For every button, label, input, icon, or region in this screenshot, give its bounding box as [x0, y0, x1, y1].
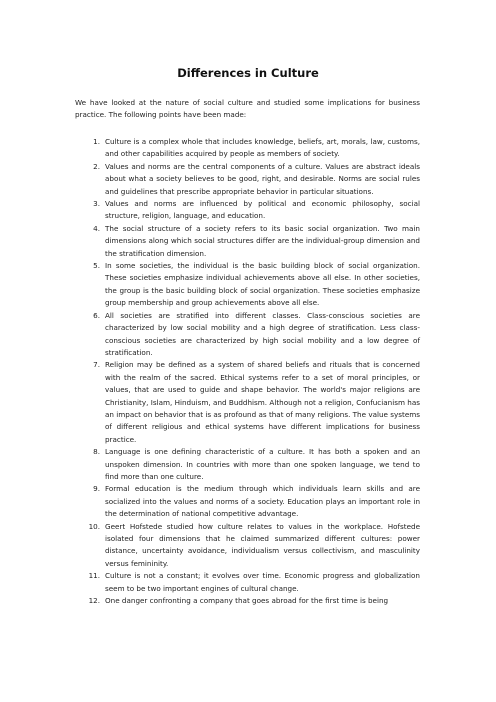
list-item [80, 161, 420, 198]
list-item [80, 521, 420, 571]
points-list [80, 136, 420, 607]
list-item-text: All societies are stratified into different classes. Class-conscious societies are characterized by low social mobility and a high degree of stratification. Less class-conscious societies are characterized by high social mobility and a low degree of stratification. [105, 310, 420, 357]
list-item [80, 483, 420, 520]
list-item-number: 8. [93, 447, 100, 457]
list-item-number: 10. [88, 521, 100, 531]
list-item-text: Geert Hofstede studied how culture relates to values in the workplace. Hofstede isolated four dimensions that he claimed summarized different cultures: power distance, uncertainty avoidance, individualism versus collectivism, and masculinity versus femininity. [105, 521, 420, 568]
list-item-number: 2. [93, 161, 100, 171]
list-item-number: 11. [88, 571, 100, 581]
list-item-text: Values and norms are the central components of a culture. Values are abstract ideals about what a society believes to be good, right, and desirable. Norms are social rules and guidelines that prescribe appropriate behavior in particular situations. [105, 161, 420, 196]
list-item [80, 198, 420, 223]
list-item-number: 5. [93, 261, 100, 271]
list-item [80, 223, 420, 260]
list-item-text: Culture is not a constant; it evolves over time. Economic progress and globalization seem to be two important engines of cultural change. [105, 571, 420, 593]
list-item [80, 570, 420, 595]
list-item-number: 7. [93, 360, 100, 370]
list-item-text: Culture is a complex whole that includes knowledge, beliefs, art, morals, law, customs, and other capabilities acquired by people as members of society. [105, 137, 420, 159]
list-item [80, 359, 420, 446]
list-item [80, 595, 420, 607]
list-item [80, 310, 420, 360]
list-item-number: 12. [88, 596, 100, 606]
intro-paragraph: We have looked at the nature of social culture and studied some implications for business practice. The following points have been made: [75, 98, 420, 120]
document-title: Differences in Culture [177, 66, 319, 80]
list-item [80, 260, 420, 310]
list-item-number: 6. [93, 310, 100, 320]
list-item [80, 136, 420, 161]
list-item-number: 3. [93, 199, 100, 209]
list-item-text: One danger confronting a company that goes abroad for the first time is being [105, 596, 389, 606]
list-item-text: Values and norms are influenced by political and economic philosophy, social structure, religion, language, and education. [105, 199, 420, 221]
list-item-text: The social structure of a society refers to its basic social organization. Two main dimensions along which social structures differ are the individual-group dimension and the stratification dimension. [105, 223, 420, 258]
list-item-number: 9. [93, 484, 100, 494]
list-item-number: 4. [93, 223, 100, 233]
list-item-text: Formal education is the medium through which individuals learn skills and are socialized into the values and norms of a society. Education plays an important role in the determination of national competitive advantage. [105, 484, 420, 519]
list-item-text: In some societies, the individual is the basic building block of social organization. These societies emphasize individual achievements above all else. In other societies, the group is the basic building block of social organization. These societies emphasize group membership and group achievements above all else. [105, 261, 420, 308]
list-item-text: Religion may be defined as a system of shared beliefs and rituals that is concerned with the realm of the sacred. Ethical systems refer to a set of moral principles, or values, that are used to guide and shape behavior. The world's major religions are Christianity, Islam, Hinduism, and Buddhism. Although not a religion, Confucianism has an impact on behavior that is as profound as that of many religions. The value systems of different religious and ethical systems have different implications for business practice. [105, 360, 420, 444]
list-item-text: Language is one defining characteristic of a culture. It has both a spoken and an unspoken dimension. In countries with more than one spoken language, we tend to find more than one culture. [105, 447, 420, 481]
list-item [80, 446, 420, 483]
list-item-number: 1. [93, 137, 100, 146]
